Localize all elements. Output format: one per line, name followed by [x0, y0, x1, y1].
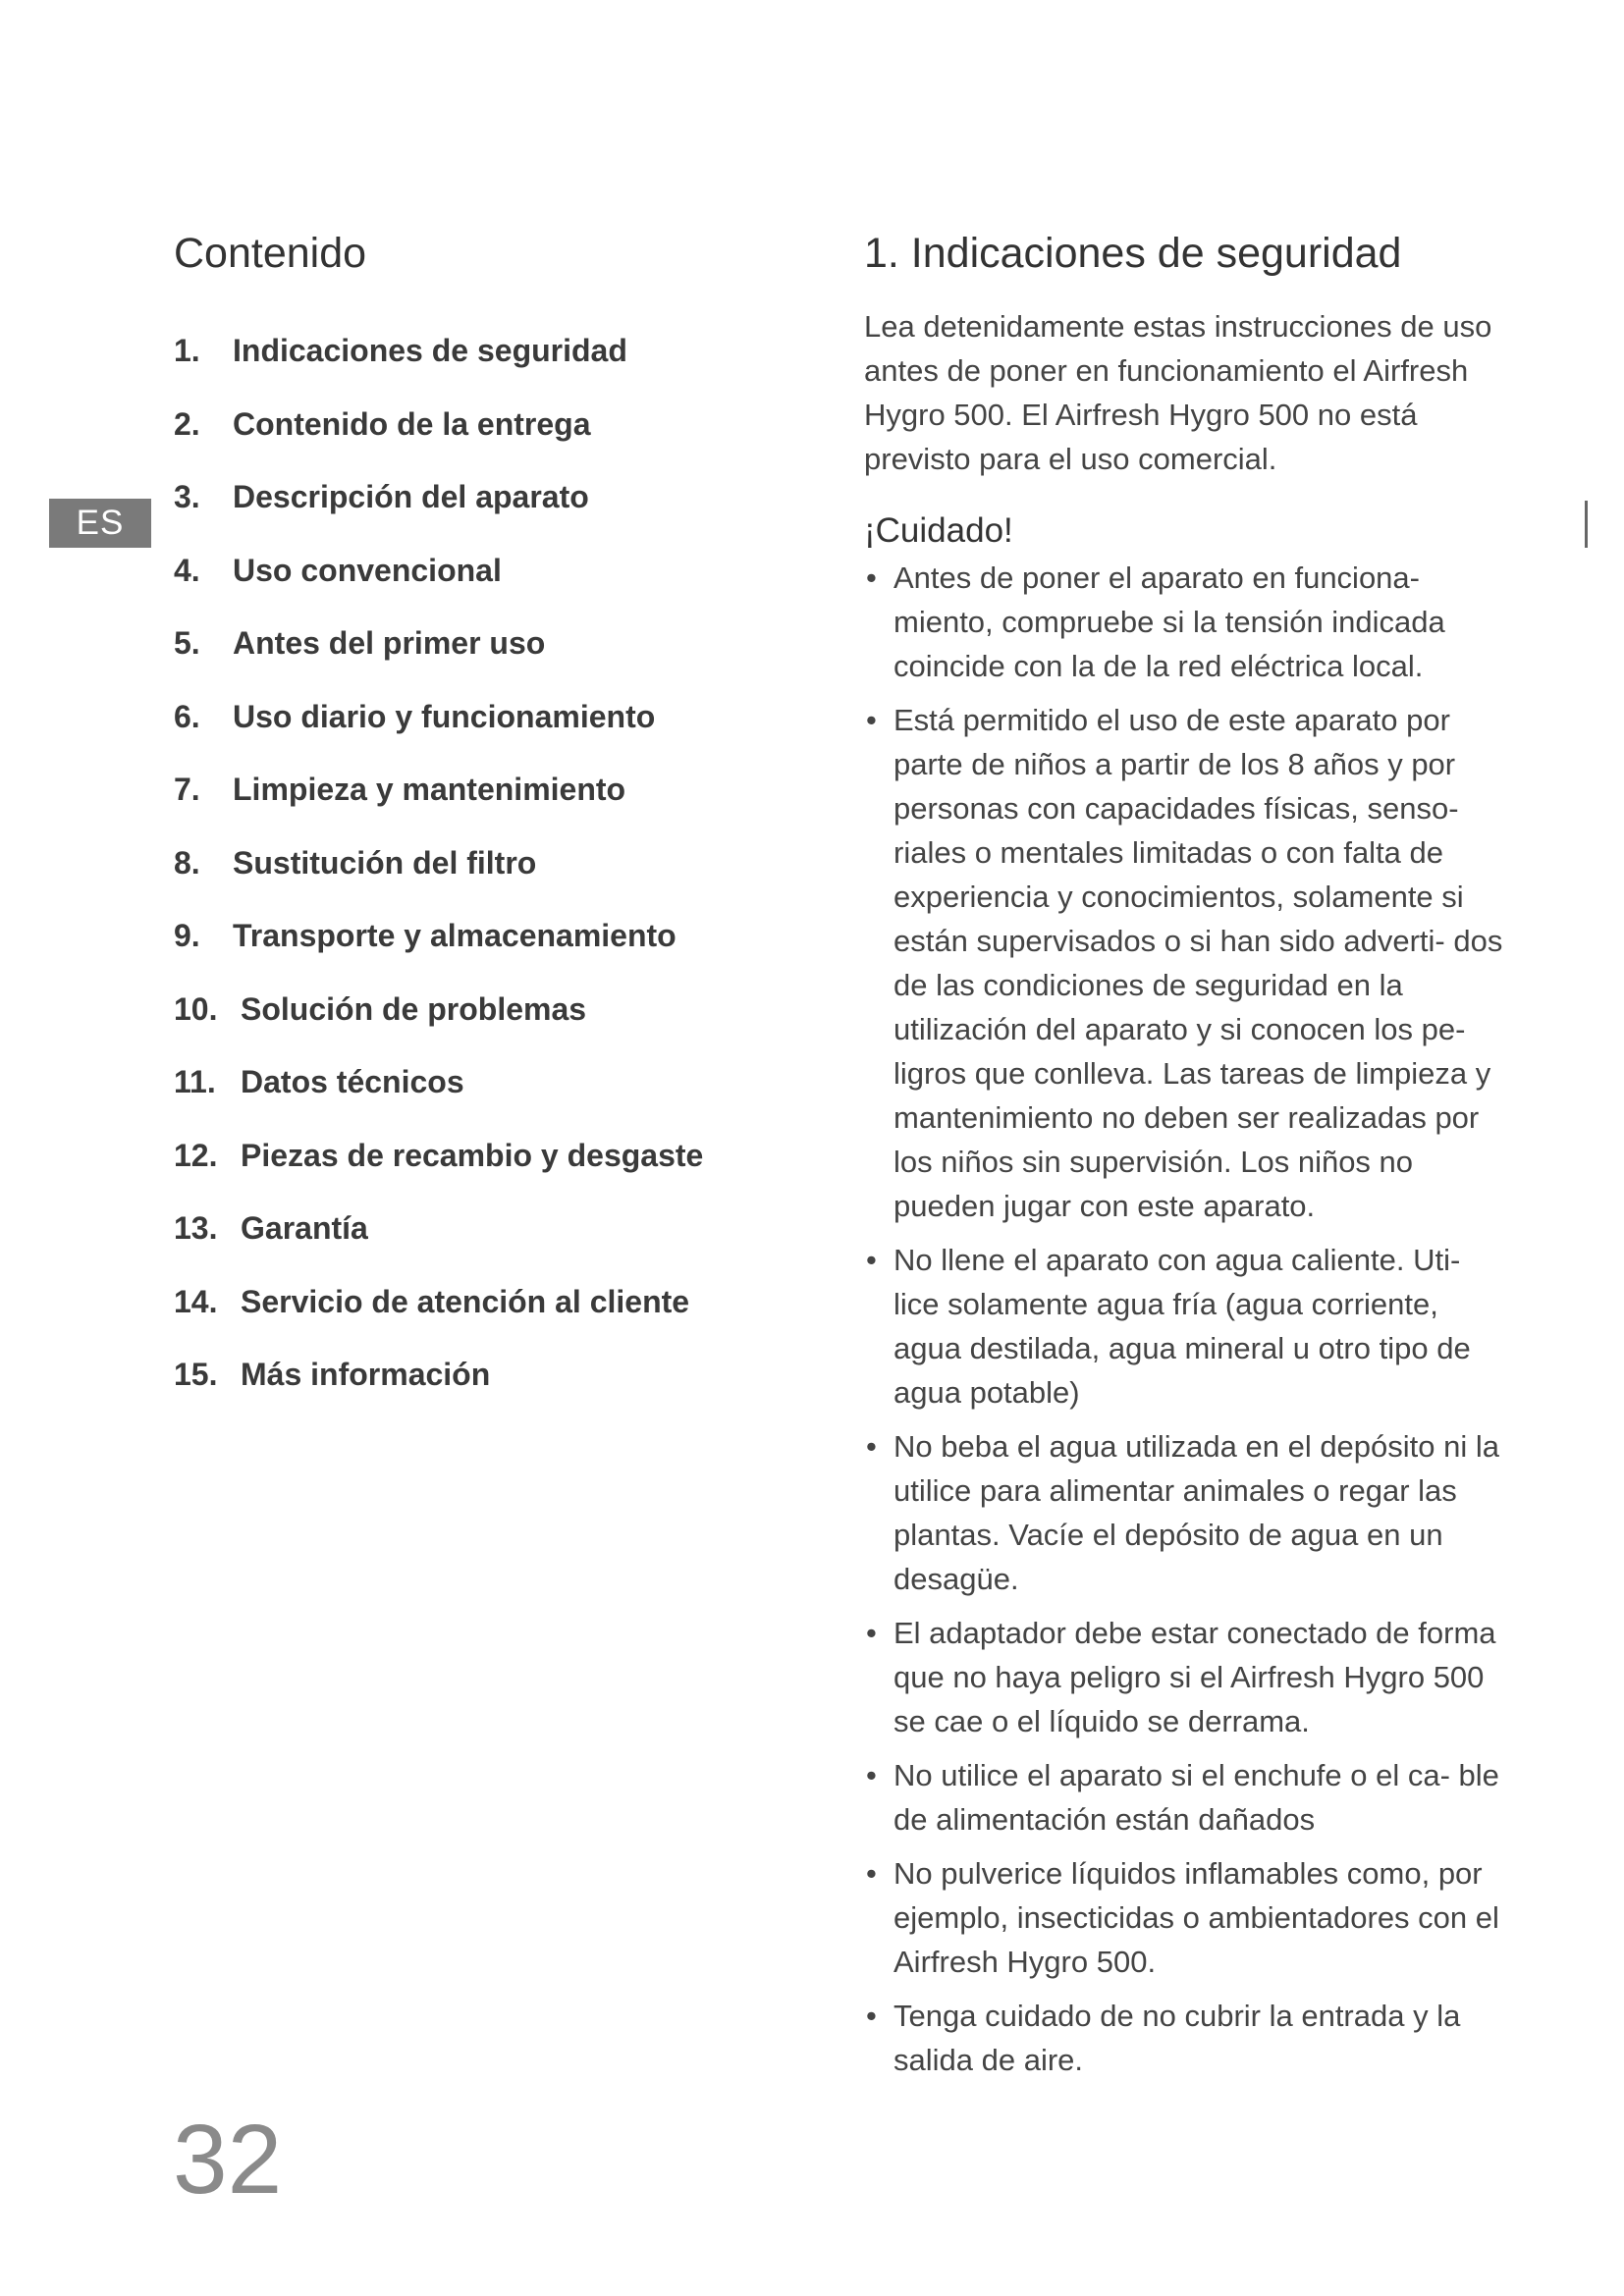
caution-item: • Tenga cuidado de no cubrir la entrada y la salida de aire. [864, 1994, 1512, 2082]
toc-item-number: 13. [174, 1210, 218, 1246]
toc-item-number: 14. [174, 1283, 218, 1319]
toc-item [174, 1356, 802, 1429]
change-bar-mark [1585, 501, 1588, 548]
toc-item-label: Limpieza y mantenimiento [233, 772, 626, 807]
toc-item [174, 1063, 802, 1137]
toc-item [174, 405, 802, 479]
caution-item: • No pulverice líquidos inflamables como, por ejemplo, insecticidas o ambientadores con el Airfresh Hygro 500. [864, 1851, 1512, 1984]
toc-item [174, 917, 802, 990]
toc-item-label: Contenido de la entrega [233, 405, 591, 442]
toc-title: Contenido [174, 230, 367, 277]
toc-item-label: Transporte y almacenamiento [233, 918, 677, 953]
toc-item [174, 1137, 802, 1210]
toc-item-label: Uso diario y funcionamiento [233, 698, 656, 734]
toc-item-label: Descripción del aparato [233, 479, 589, 514]
toc-list [174, 332, 802, 1429]
toc-item-label: Sustitución del filtro [233, 844, 537, 881]
toc-item [174, 1209, 802, 1283]
toc-item [174, 552, 802, 625]
safety-section [864, 226, 1512, 2092]
toc-item-number: 6. [174, 698, 200, 734]
toc-item-number: 8. [174, 844, 200, 881]
toc-item [174, 478, 802, 552]
toc-item-number: 9. [174, 918, 200, 953]
toc-item-label: Piezas de recambio y desgaste [241, 1137, 704, 1173]
toc-item-label: Antes del primer uso [233, 625, 546, 661]
toc-item-label: Solución de problemas [241, 990, 587, 1027]
toc-item [174, 990, 802, 1064]
caution-item: • El adaptador debe estar conectado de forma que no haya peligro si el Airfresh Hygro 500 se cae o el líquido se derrama. [864, 1611, 1512, 1743]
table-of-contents [174, 226, 802, 1429]
page-number: 32 [173, 2105, 283, 2215]
caution-item: • Está permitido el uso de este aparato por parte de niños a partir de los 8 años y por personas con capacidades físicas, senso- riales o mentales limitadas o con falta de experiencia y conocimientos, solamente si están supervisados o si han sido adverti- dos de las condiciones de seguridad en la utilización del aparato y si conocen los pe- ligros que conlleva. Las tareas de limpieza y mantenimiento no deben ser realizadas por los niños sin supervisión. Los niños no pueden jugar con este aparato. [864, 698, 1512, 1228]
toc-item-number: 12. [174, 1137, 218, 1173]
intro-paragraph: Lea detenidamente estas instrucciones de uso antes de poner en funcionamiento el Airfresh Hygro 500. El Airfresh Hygro 500 no está previsto para el uso comercial. [864, 309, 1492, 476]
toc-item-number: 7. [174, 772, 200, 807]
toc-item-label: Uso convencional [233, 552, 502, 588]
toc-item-number: 10. [174, 990, 218, 1027]
toc-item-number: 1. [174, 333, 200, 368]
language-tab: ES [49, 499, 151, 548]
toc-item-number: 3. [174, 479, 200, 514]
toc-item [174, 698, 802, 772]
toc-item [174, 332, 802, 405]
toc-item [174, 844, 802, 918]
toc-item-label: Más información [241, 1357, 491, 1392]
toc-item-number: 2. [174, 405, 200, 442]
toc-item [174, 1283, 802, 1357]
toc-item [174, 624, 802, 698]
toc-item-label: Indicaciones de seguridad [233, 333, 627, 368]
toc-item-label: Garantía [241, 1210, 368, 1246]
toc-item [174, 771, 802, 844]
caution-item: • No utilice el aparato si el enchufe o el ca- ble de alimentación están dañados [864, 1753, 1512, 1842]
toc-item-number: 15. [174, 1357, 218, 1392]
caution-heading: ¡Cuidado! [864, 511, 1013, 550]
caution-list [864, 556, 1512, 2082]
caution-item: • Antes de poner el aparato en funciona- miento, compruebe si la tensión indicada coincide con la de la red eléctrica local. [864, 556, 1512, 688]
caution-item: • No llene el aparato con agua caliente. Uti- lice solamente agua fría (agua corriente, agua destilada, agua mineral u otro tipo de agua potable) [864, 1238, 1512, 1415]
caution-item: • No beba el agua utilizada en el depósito ni la utilice para alimentar animales o regar las plantas. Vacíe el depósito de agua en un desagüe. [864, 1424, 1512, 1601]
toc-item-number: 11. [174, 1064, 216, 1099]
toc-item-label: Datos técnicos [241, 1064, 464, 1099]
section-title: 1. Indicaciones de seguridad [864, 230, 1402, 277]
toc-item-label: Servicio de atención al cliente [241, 1283, 690, 1319]
toc-item-number: 4. [174, 552, 200, 588]
toc-item-number: 5. [174, 625, 200, 661]
